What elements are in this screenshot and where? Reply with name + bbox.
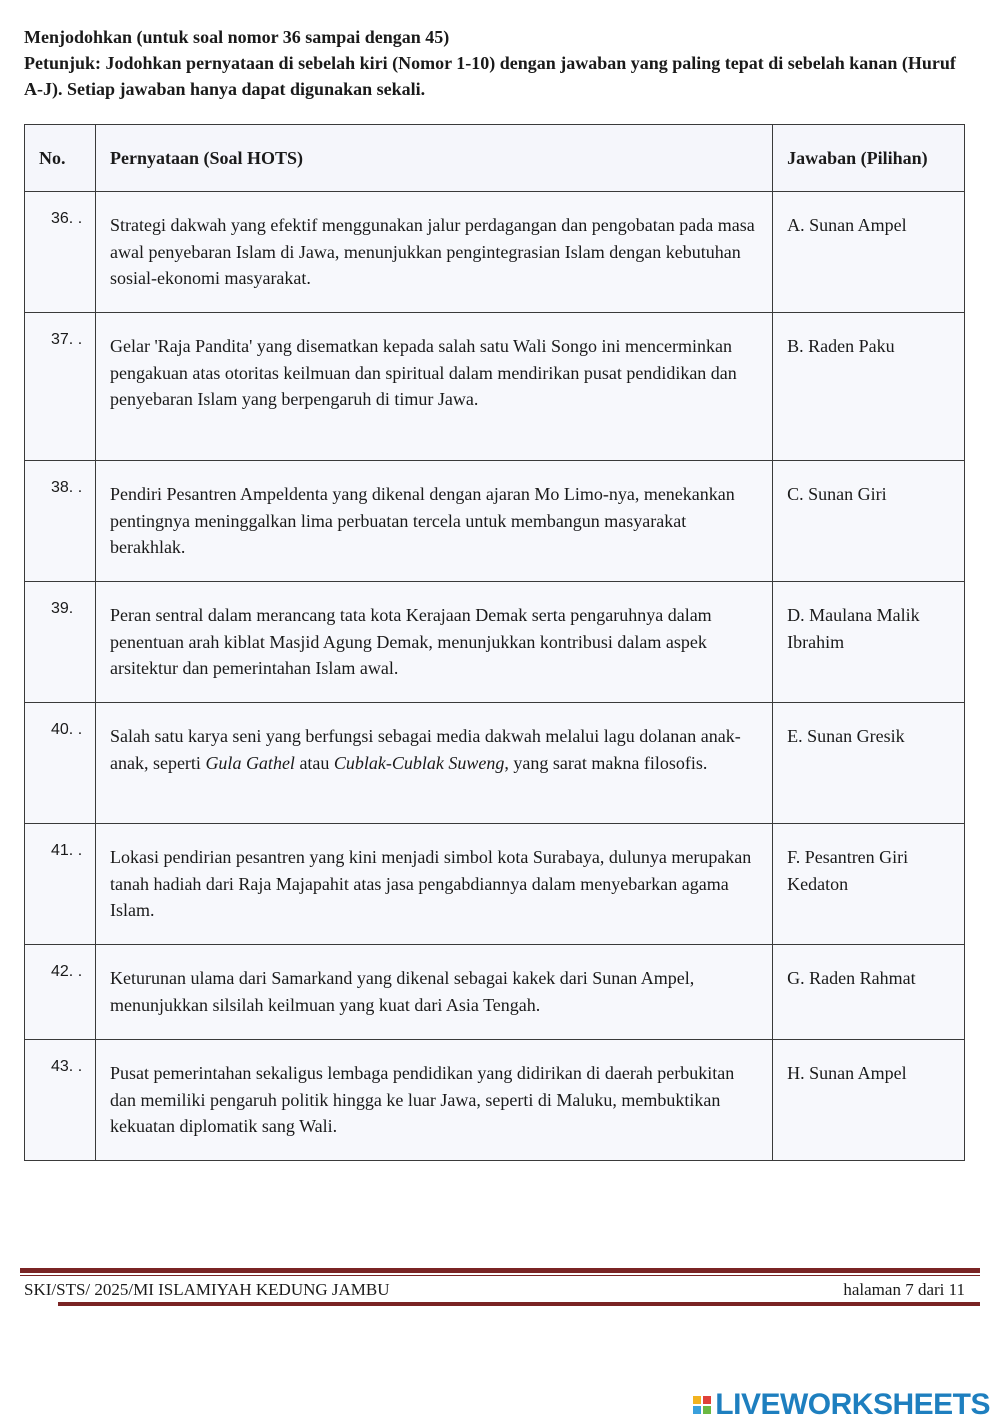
row-number: 37. . (51, 331, 83, 348)
row-number-cell (25, 1040, 96, 1161)
statement-cell: Pusat pemerintahan sekaligus lembaga pendidikan yang didirikan di daerah perbukitan dan memiliki pengaruh politik hingga ke luar Jawa, seperti di Maluku, membuktikan kekuatan diplomatik sang Wali. (95, 1040, 772, 1161)
brand-square (703, 1406, 711, 1414)
table-row (25, 1040, 965, 1161)
statement-cell: Gelar 'Raja Pandita' yang disematkan kepada salah satu Wali Songo ini mencerminkan pengakuan atas otoritas keilmuan dan spiritual dalam mendirikan pusat pendidikan dan penyebaran Islam yang berpengaruh di timur Jawa. (95, 313, 772, 461)
column-header-no: No. (25, 125, 96, 192)
row-number: 39. (51, 600, 74, 617)
answer-option: D. Maulana Malik Ibrahim (773, 582, 965, 703)
liveworksheets-logo[interactable] (693, 1388, 990, 1422)
table-row (25, 945, 965, 1040)
row-number: 36. . (51, 210, 83, 227)
instructions-header (24, 24, 964, 102)
statement-text: atau (294, 752, 334, 773)
row-number: 42. . (51, 963, 83, 980)
answer-option: F. Pesantren Giri Kedaton (773, 824, 965, 945)
row-number: 41. . (51, 842, 83, 859)
song-title: Gula Gathel (205, 752, 295, 773)
statement-text: Salah satu karya seni yang berfungsi sebagai media dakwah melalui lagu dolanan anak-anak, seperti (109, 726, 741, 773)
section-title: Menjodohkan (untuk soal nomor 36 sampai dengan 45) (24, 27, 450, 47)
table-row (25, 824, 965, 945)
table-row (25, 703, 965, 824)
row-number-cell (25, 824, 96, 945)
footer-divider-top (20, 1268, 980, 1273)
column-header-statement: Pernyataan (Soal HOTS) (95, 125, 772, 192)
statement-cell (95, 703, 772, 824)
brand-square (693, 1406, 701, 1414)
answer-option: C. Sunan Giri (773, 461, 965, 582)
table-row (25, 313, 965, 461)
brand-name: LIVEWORKSHEETS (715, 1388, 990, 1421)
table-header-row (25, 125, 965, 192)
statement-cell: Pendiri Pesantren Ampeldenta yang dikenal dengan ajaran Mo Limo-nya, menekankan pentingnya meninggalkan lima perbuatan tercela untuk membangun masyarakat berakhlak. (95, 461, 772, 582)
table-row (25, 582, 965, 703)
statement-cell: Keturunan ulama dari Samarkand yang dikenal sebagai kakek dari Sunan Ampel, menunjukkan silsilah keilmuan yang kuat dari Asia Tengah. (95, 945, 772, 1040)
answer-option: B. Raden Paku (773, 313, 965, 461)
instruction-text: Petunjuk: Jodohkan pernyataan di sebelah kiri (Nomor 1-10) dengan jawaban yang paling tepat di sebelah kanan (Huruf A-J). Setiap jawaban hanya dapat digunakan sekali. (24, 53, 956, 99)
row-number-cell (25, 313, 96, 461)
statement-text: , yang sarat makna filosofis. (504, 752, 708, 773)
footer-divider-bottom (58, 1302, 980, 1306)
statement-cell: Peran sentral dalam merancang tata kota Kerajaan Demak serta pengaruhnya dalam penentuan arah kiblat Masjid Agung Demak, menunjukkan kontribusi dalam aspek arsitektur dan pemerintahan Islam awal. (95, 582, 772, 703)
row-number-cell (25, 582, 96, 703)
statement-cell: Lokasi pendirian pesantren yang kini menjadi simbol kota Surabaya, dulunya merupakan tanah hadiah dari Raja Majapahit atas jasa pengabdiannya dalam menyebarkan agama Islam. (95, 824, 772, 945)
row-number-cell (25, 461, 96, 582)
statement-cell: Strategi dakwah yang efektif menggunakan jalur perdagangan dan pengobatan pada masa awal penyebaran Islam di Jawa, menunjukkan pengintegrasian Islam dengan kebutuhan sosial-ekonomi masyarakat. (95, 192, 772, 313)
answer-option: A. Sunan Ampel (773, 192, 965, 313)
row-number-cell (25, 945, 96, 1040)
footer-school: SKI/STS/ 2025/MI ISLAMIYAH KEDUNG JAMBU (24, 1280, 390, 1299)
row-number: 38. . (51, 479, 83, 496)
table-row (25, 461, 965, 582)
row-number-cell (25, 703, 96, 824)
answer-option: H. Sunan Ampel (773, 1040, 965, 1161)
song-title: Cublak-Cublak Suweng (333, 752, 505, 773)
footer-page-number: halaman 7 dari 11 (843, 1280, 965, 1299)
row-number-cell (25, 192, 96, 313)
matching-table (24, 124, 965, 1161)
brand-square (693, 1396, 701, 1404)
brand-squares-icon (693, 1396, 711, 1414)
brand-square (703, 1396, 711, 1404)
row-number: 43. . (51, 1058, 83, 1075)
answer-option: E. Sunan Gresik (773, 703, 965, 824)
row-number: 40. . (51, 721, 83, 738)
column-header-answer: Jawaban (Pilihan) (773, 125, 965, 192)
table-row (25, 192, 965, 313)
answer-option: G. Raden Rahmat (773, 945, 965, 1040)
footer-divider-top-thin (20, 1275, 980, 1276)
